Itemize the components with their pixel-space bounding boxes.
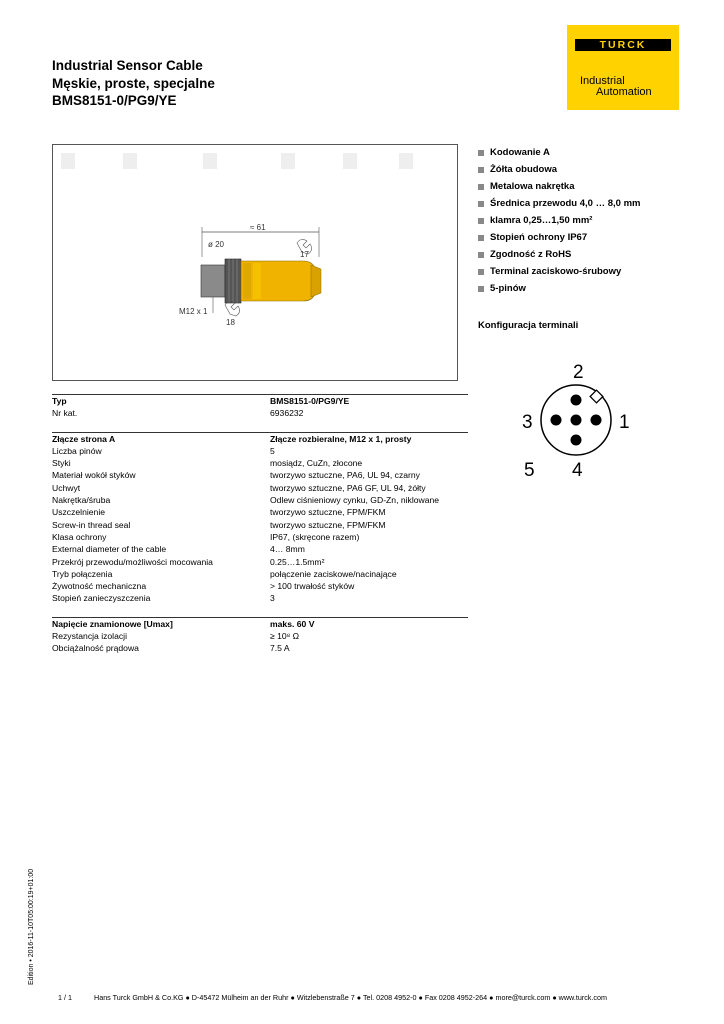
title-line-2: Męskie, proste, specjalne: [52, 75, 215, 91]
bullet-icon: [478, 252, 484, 258]
title-line-3: BMS8151-0/PG9/YE: [52, 93, 177, 108]
spec-row: [52, 433, 468, 445]
feature-text: Żółta obudowa: [490, 164, 558, 175]
logo-brand-bar: [575, 39, 671, 51]
pin-config-heading: Konfiguracja terminali: [478, 320, 579, 331]
spec-value: mosiądz, CuZn, złocone: [270, 458, 363, 469]
spec-value: 6936232: [270, 408, 304, 419]
pin-2-label: 2: [573, 362, 584, 383]
feature-item: [478, 212, 640, 229]
spec-value: 5: [270, 445, 275, 456]
spec-key: Złącze strona A: [52, 433, 116, 444]
spec-group-connector: [52, 433, 468, 605]
page-number: 1 / 1: [58, 993, 72, 1002]
spec-table: [52, 394, 468, 655]
spec-key: Stopień zanieczyszczenia: [52, 593, 151, 604]
spec-row: [52, 568, 468, 580]
spec-key: Klasa ochrony: [52, 531, 107, 542]
connector-cable-gland: [311, 265, 321, 297]
spec-key: Nakrętka/śruba: [52, 495, 111, 506]
dim-wrench-18-label: 18: [226, 318, 235, 327]
turck-logo: [567, 25, 679, 110]
pin-5-dot: [571, 415, 582, 426]
spec-value: maks. 60 V: [270, 618, 315, 629]
spec-value: ≥ 10⁸ Ω: [270, 631, 300, 642]
feature-text: 5-pinów: [490, 283, 526, 294]
spec-group-electrical: [52, 618, 468, 655]
spec-key: Żywotność mechaniczna: [52, 581, 147, 592]
body-grip-ring-2: [253, 263, 261, 299]
spec-key: Obciążalność prądowa: [52, 643, 139, 654]
spec-value: 7.5 A: [270, 643, 290, 654]
spec-value: IP67, (skręcone razem): [270, 531, 360, 542]
wrench-icon-18: [225, 301, 240, 316]
connector-yellow-body: [241, 261, 315, 301]
spec-row: [52, 469, 468, 481]
spec-key: Tryb połączenia: [52, 568, 113, 579]
pin-4-dot: [571, 435, 582, 446]
pin-4-label: 4: [572, 460, 583, 481]
spec-value: tworzywo sztuczne, PA6, UL 94, czarny: [270, 470, 420, 481]
pin-config-diagram: [512, 356, 642, 486]
feature-text: Metalowa nakrętka: [490, 181, 575, 192]
pin-1-dot: [591, 415, 602, 426]
connector-thread: [201, 265, 225, 297]
bullet-icon: [478, 218, 484, 224]
connector-drawing: [53, 145, 457, 380]
feature-text: Zgodność z RoHS: [490, 249, 572, 260]
dim-length-label: ≈ 61: [250, 223, 266, 232]
spec-group-type: [52, 395, 468, 420]
page-title: [52, 57, 215, 110]
image-background-marks: [61, 153, 413, 169]
dim-diameter-label: ø 20: [208, 240, 225, 249]
product-image-frame: [52, 144, 458, 381]
pin-3-label: 3: [522, 412, 533, 433]
bullet-icon: [478, 286, 484, 292]
page-footer: [58, 993, 607, 1002]
spec-row: [52, 482, 468, 494]
spec-value: > 100 trwałość styków: [270, 581, 355, 592]
logo-industrial: Industrial: [580, 75, 625, 87]
spec-row: [52, 642, 468, 654]
logo-brand-text: TURCK: [599, 39, 647, 51]
feature-item: [478, 195, 640, 212]
spec-value: tworzywo sztuczne, PA6 GF, UL 94, żółty: [270, 482, 426, 493]
spec-key: Uchwyt: [52, 482, 81, 493]
pin-3-dot: [551, 415, 562, 426]
feature-text: Kodowanie A: [490, 147, 550, 158]
spec-row: [52, 407, 468, 419]
bullet-icon: [478, 269, 484, 275]
bullet-icon: [478, 150, 484, 156]
edition-stamp: Edition • 2016-11-10T05:00:19+01:00: [28, 868, 35, 985]
dim-wrench-17-label: 17: [300, 250, 309, 259]
feature-text: Terminal zaciskowo-śrubowy: [490, 266, 622, 277]
footer-company-info: Hans Turck GmbH & Co.KG ● D-45472 Mülheim an der Ruhr ● Witzlebenstraße 7 ● Tel. 0208 4952-0 ● Fax 0208 4952-264 ● more@turck.com ● www.turck.com: [94, 993, 607, 1002]
spec-key: Typ: [52, 396, 67, 406]
spec-row: [52, 395, 468, 407]
spec-row: [52, 630, 468, 642]
title-line-1: Industrial Sensor Cable: [52, 58, 203, 73]
feature-text: klamra 0,25…1,50 mm²: [490, 215, 593, 226]
spec-value: 4… 8mm: [270, 544, 305, 555]
spec-key: Styki: [52, 458, 71, 469]
spec-key: Napięcie znamionowe [Umax]: [52, 618, 173, 629]
feature-list: [478, 144, 640, 297]
feature-item: [478, 246, 640, 263]
spec-value: Złącze rozbieralne, M12 x 1, prosty: [270, 433, 412, 444]
spec-row: [52, 592, 468, 604]
feature-text: Stopień ochrony IP67: [490, 232, 588, 243]
bullet-icon: [478, 184, 484, 190]
pin-5-label: 5: [524, 460, 535, 481]
dim-thread-label: M12 x 1: [179, 307, 208, 316]
spec-key: Screw-in thread seal: [52, 519, 131, 530]
bullet-icon: [478, 201, 484, 207]
pin-2-dot: [571, 395, 582, 406]
spec-key: Przekrój przewodu/możliwości mocowania: [52, 556, 213, 567]
body-grip-ring: [243, 263, 251, 299]
spec-key: Liczba pinów: [52, 445, 102, 456]
pin-1-label: 1: [619, 412, 630, 433]
coding-key-mark: [590, 390, 603, 403]
spec-row: [52, 543, 468, 555]
spec-key: Uszczelnienie: [52, 507, 106, 518]
feature-text: Średnica przewodu 4,0 … 8,0 mm: [490, 198, 641, 209]
bullet-icon: [478, 235, 484, 241]
feature-item: [478, 280, 640, 297]
spec-value: 0.25…1.5mm²: [270, 556, 325, 567]
spec-value: połączenie zaciskowe/nacinające: [270, 568, 397, 579]
spec-row: [52, 494, 468, 506]
spec-row: [52, 531, 468, 543]
feature-item: [478, 161, 640, 178]
spec-key: Rezystancja izolacji: [52, 631, 127, 642]
spec-value: tworzywo sztuczne, FPM/FKM: [270, 507, 386, 518]
spec-row: [52, 618, 468, 630]
spec-row: [52, 445, 468, 457]
spec-value: tworzywo sztuczne, FPM/FKM: [270, 519, 386, 530]
spec-value: Odlew ciśnieniowy cynku, GD-Zn, niklowane: [270, 495, 440, 506]
spec-key: Materiał wokół styków: [52, 470, 136, 481]
spec-value: 3: [270, 593, 275, 604]
logo-automation: Automation: [596, 86, 652, 98]
spec-value: BMS8151-0/PG9/YE: [270, 396, 350, 406]
spec-row: [52, 556, 468, 568]
bullet-icon: [478, 167, 484, 173]
feature-item: [478, 229, 640, 246]
spec-key: External diameter of the cable: [52, 544, 167, 555]
spec-row: [52, 580, 468, 592]
feature-item: [478, 144, 640, 161]
spec-row: [52, 519, 468, 531]
spec-row: [52, 506, 468, 518]
feature-item: [478, 178, 640, 195]
spec-key: Nr kat.: [52, 408, 78, 419]
feature-item: [478, 263, 640, 280]
spec-row: [52, 457, 468, 469]
